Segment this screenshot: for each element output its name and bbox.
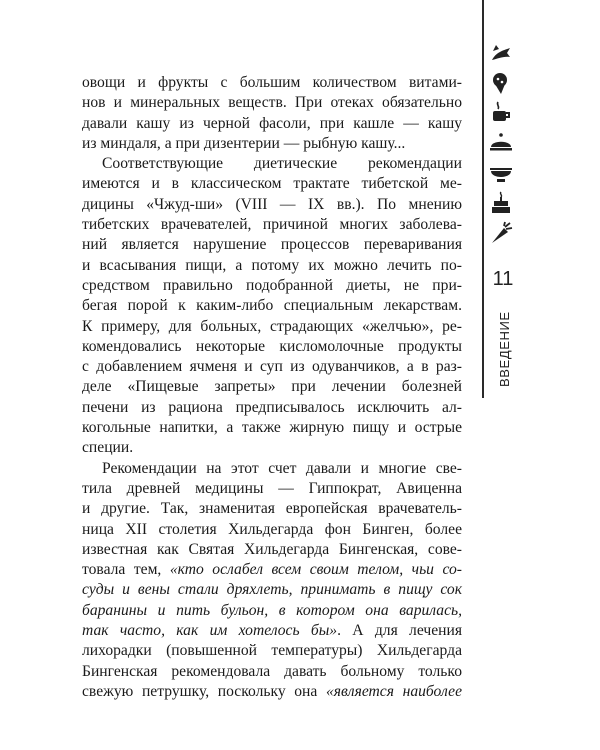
- text-line: Рекомендации на этот счет давали и многие све-: [102, 459, 462, 477]
- text-line: ний является нарушение процессов переваривания: [82, 236, 462, 254]
- text-line: с добавлением ячменя и суп из одуванчиков, а в раз-: [82, 358, 462, 376]
- sidebar-divider: [482, 0, 484, 398]
- quote-text: «является наиболее: [325, 682, 462, 700]
- page-number: 11: [492, 268, 514, 290]
- text-line: [82, 682, 462, 702]
- text-line: нов и минеральных веществ. При отеках обязательно: [82, 94, 462, 112]
- fish-icon: [488, 40, 514, 66]
- paragraph: [82, 154, 462, 458]
- section-label: ВВЕДЕНИЕ: [497, 311, 512, 387]
- text-line: когольные напитки, а также жирную пищу и острые: [82, 419, 462, 437]
- text-line: лихорадки (повышенной температуры) Хильдегарда: [82, 642, 462, 660]
- text-line: из миндаля, а при дизентерии — рыбную кашу...: [82, 134, 406, 152]
- text-line: известная как Святая Хильдегарда Бингенская, сове-: [82, 540, 462, 558]
- coffee-cup-icon: [488, 100, 514, 126]
- text-line: [82, 621, 462, 641]
- paragraph: [82, 73, 462, 154]
- bowl-icon: [488, 160, 514, 186]
- text-line: дицины «Чжуд-ши» (VIII — IX вв.). По мнению: [82, 195, 462, 213]
- text-run: . А для лечения: [337, 622, 462, 640]
- text-line: деле «Пищевые запреты» при лечении болезней: [82, 378, 462, 396]
- quote-text: «кто ослабел всем своим телом, чьи со-: [169, 561, 463, 579]
- text-line: и другие. Так, знаменитая европейская врачеватель-: [82, 500, 462, 518]
- body-text: [82, 73, 462, 702]
- text-line: бегая порой к каким-либо специальным лекарствам.: [82, 297, 462, 315]
- text-line: тила древней медицины — Гиппократ, Авиценна: [82, 479, 462, 497]
- text-line: тибетских врачевателей, причиной многих заболева-: [82, 216, 462, 234]
- carrot-icon: [488, 220, 514, 246]
- text-line: Бингенская рекомендовала давать больному только: [82, 662, 462, 680]
- cake-icon: [488, 190, 514, 216]
- paragraph: [82, 459, 462, 703]
- text-line: ница XII столетия Хильдегарда фон Бинген, более: [82, 520, 462, 538]
- text-line: [82, 560, 462, 580]
- quote-line: баранины и пить бульон, в котором она варилась,: [82, 601, 462, 619]
- text-line: давали кашу из черной фасоли, при кашле — кашу: [82, 114, 462, 132]
- quote-text: так часто, как им хотелось бы»: [82, 622, 338, 640]
- text-line: печени из рациона предписывалось исключить ал-: [82, 398, 462, 416]
- text-line: имеются и в классическом трактате тибетской ме-: [82, 175, 462, 193]
- text-line: К примеру, для больных, страдающих «желчью», ре-: [82, 317, 462, 335]
- quote-line: суды и вены стали дряхлеть, принимать в пищу сок: [82, 581, 462, 599]
- dome-dish-icon: [488, 130, 514, 156]
- text-line: овощи и фрукты с большим количеством витами-: [82, 74, 462, 91]
- text-run: товала тем,: [82, 561, 162, 579]
- ice-cream-icon: [488, 70, 514, 96]
- text-line: средством правильно подобранной диеты, не при-: [82, 276, 462, 294]
- text-line: комендовались некоторые кисломолочные продукты: [82, 337, 462, 355]
- text-line: специи.: [82, 439, 134, 457]
- sidebar-icons: [488, 40, 516, 250]
- text-line: и всасывания пищи, а потому их можно лечить по-: [82, 256, 462, 274]
- text-run: свежую петрушку, поскольку она: [82, 682, 318, 700]
- text-line: Соответствующие диетические рекомендации: [102, 155, 462, 173]
